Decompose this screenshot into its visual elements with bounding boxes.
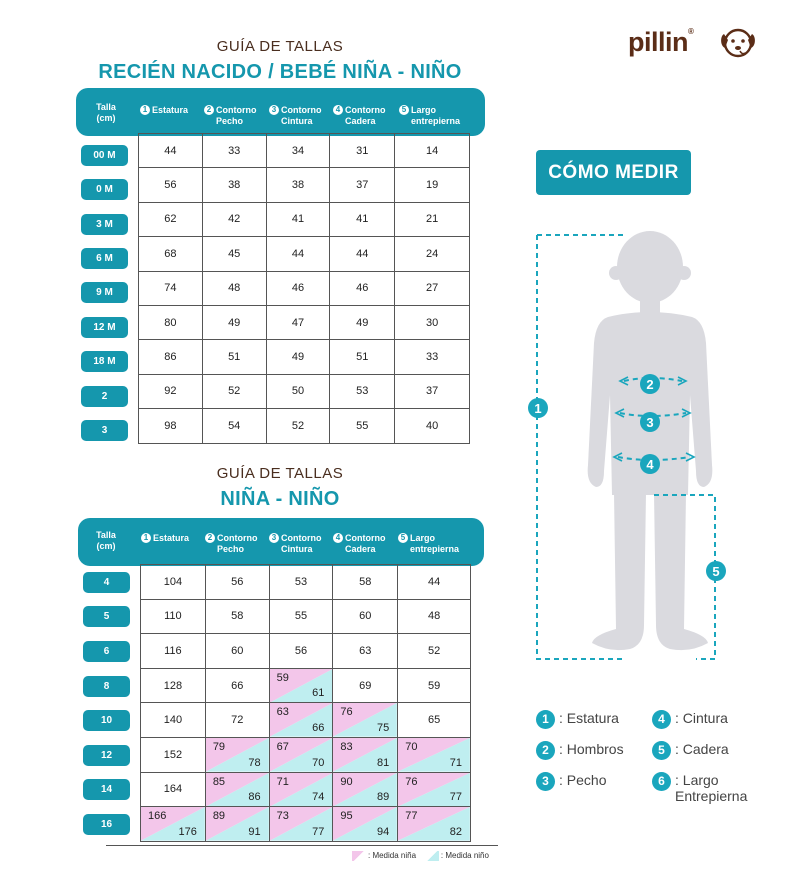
girl-swatch [352,851,366,861]
size-badge: 2 [81,386,128,407]
size-badge: 12 M [81,317,128,338]
table-cell: 69 [333,668,398,703]
num5-icon: 5 [398,533,408,543]
size-badge: 8 [83,676,130,697]
dog-logo-icon [718,26,758,62]
table-cell: 41 [330,202,395,236]
table-cell [333,807,398,842]
table-cell: 48 [202,271,266,305]
talla-header-2: Talla (cm) [96,530,116,551]
table-cell: 74 [139,271,203,305]
col-cintura: Contorno Cintura [281,105,322,126]
key-label: : Pecho [559,772,607,788]
key6-icon: 6 [652,772,671,791]
size-badge: 18 M [81,351,128,372]
girl-value: 77 [405,810,418,823]
table-cell: 53 [330,374,395,408]
table-cell [269,668,333,703]
girl-value: 166 [148,810,167,823]
girl-value: 85 [212,775,226,788]
table-cell: 33 [395,340,470,374]
figure-marker-5: 5 [712,564,720,579]
num4-icon: 4 [333,533,343,543]
boy-value: 74 [312,791,325,804]
table-row [141,737,471,772]
table-cell: 52 [398,634,471,669]
table-cell: 56 [269,634,333,669]
table-cell: 49 [330,305,395,339]
table-row [141,703,471,738]
table-cell: 40 [395,409,470,443]
table-row [139,134,470,168]
table-cell: 65 [398,703,471,738]
key-label: : Estatura [559,710,619,726]
table-cell: 59 [398,668,471,703]
table-row [141,565,471,600]
table-cell: 50 [266,374,330,408]
table-cell [205,772,269,807]
table-cell: 60 [333,599,398,634]
table-cell: 152 [141,737,206,772]
section2-title: NIÑA - NIÑO [220,488,340,510]
section1-title: RECIÉN NACIDO / BEBÉ NIÑA - NIÑO [98,61,462,83]
size-badge: 4 [83,572,130,593]
table-cell: 53 [269,565,333,600]
size-badge: 9 M [81,282,128,303]
table-cell: 44 [266,237,330,271]
table-cell: 98 [139,409,203,443]
table-cell: 46 [330,271,395,305]
key2-icon: 2 [536,741,555,760]
boy-value: 70 [312,756,325,769]
table-row [139,340,470,374]
girl-value: 76 [340,706,353,719]
table-cell: 44 [330,237,395,271]
registered-mark: ® [688,27,694,36]
size-badge: 12 [83,745,130,766]
key-cadera [652,741,729,760]
table-cell: 46 [266,271,330,305]
table-cell: 56 [205,565,269,600]
table-cell [398,737,471,772]
col-cadera: Contorno Cadera [345,533,386,554]
table-cell: 63 [333,634,398,669]
boy-value: 89 [376,791,390,804]
table-cell: 47 [266,305,330,339]
boy-value: 61 [312,687,325,700]
child-figure-illustration [520,225,760,670]
talla-header: Talla (cm) [96,102,116,123]
girl-value: 79 [212,740,226,753]
table-cell [333,703,398,738]
figure-marker-4: 4 [646,457,654,472]
boy-value: 77 [312,825,325,838]
table-cell: 19 [395,168,470,202]
table-cell: 38 [266,168,330,202]
table-cell: 58 [333,565,398,600]
section2-subtitle: GUÍA DE TALLAS [216,465,344,482]
table-cell: 33 [202,134,266,168]
size-badge: 0 M [81,179,128,200]
table-row [141,772,471,807]
size-badge: 14 [83,779,130,800]
table-cell: 51 [202,340,266,374]
table-cell [398,772,471,807]
table-cell: 44 [398,565,471,600]
table-row [139,271,470,305]
table-cell: 55 [330,409,395,443]
size-badge: 5 [83,606,130,627]
table-cell: 110 [141,599,206,634]
col-cadera: Contorno Cadera [345,105,386,126]
key-label: : Cadera [675,741,729,757]
table-cell: 14 [395,134,470,168]
table-cell: 68 [139,237,203,271]
num2-icon: 2 [205,533,215,543]
table-cell [398,807,471,842]
table-cell: 44 [139,134,203,168]
boy-value: 176 [178,825,197,838]
como-medir-title: CÓMO MEDIR [536,150,691,195]
table-cell: 128 [141,668,206,703]
size-badge: 3 M [81,214,128,235]
legend-girl: : Medida niña [368,851,417,861]
girl-value: 71 [276,775,289,788]
key-label: : Largo Entrepierna [675,772,748,804]
key-label: : Cintura [675,710,728,726]
key4-icon: 4 [652,710,671,729]
table-cell: 140 [141,703,206,738]
divider [106,845,498,846]
figure-marker-3: 3 [646,415,654,430]
num3-icon: 3 [269,533,279,543]
table-cell: 41 [266,202,330,236]
size-badge: 6 [83,641,130,662]
boy-value: 86 [248,791,261,804]
num3-icon: 3 [269,105,279,115]
key3-icon: 3 [536,772,555,791]
key-cintura [652,710,728,729]
col-pecho: Contorno Pecho [217,533,258,554]
table-cell: 58 [205,599,269,634]
table-cell: 164 [141,772,206,807]
table-cell: 52 [202,374,266,408]
table-cell: 34 [266,134,330,168]
table-row [139,305,470,339]
table-row [139,237,470,271]
size-badge: 00 M [81,145,128,166]
table-cell: 92 [139,374,203,408]
section2-header [78,518,484,566]
section1-header [76,88,485,136]
table-cell: 49 [266,340,330,374]
key-entrepierna [652,772,772,804]
brand-name: pillin [628,27,688,57]
num1-icon: 1 [140,105,150,115]
table-cell [269,703,333,738]
table-cell [269,807,333,842]
table-row [141,807,471,842]
table-cell: 116 [141,634,206,669]
table-cell [141,807,206,842]
size-badge: 10 [83,710,130,731]
girl-value: 73 [276,810,289,823]
table-cell: 51 [330,340,395,374]
table-cell: 66 [205,668,269,703]
brand-logo [628,27,693,58]
boy-value: 81 [376,756,390,769]
boy-value: 66 [312,721,325,734]
col-entrepierna: Largo entrepierna [411,105,461,126]
section1-subtitle: GUÍA DE TALLAS [216,38,344,55]
table-row [141,668,471,703]
key-estatura [536,710,619,729]
num4-icon: 4 [333,105,343,115]
boy-value: 91 [248,825,261,838]
boy-value: 82 [449,825,462,838]
girl-value: 67 [276,740,289,753]
table-cell: 49 [202,305,266,339]
table-cell: 104 [141,565,206,600]
table-cell: 52 [266,409,330,443]
girl-value: 90 [340,775,353,788]
girl-value: 70 [405,740,418,753]
num1-icon: 1 [141,533,151,543]
key-label: : Hombros [559,741,624,757]
girl-value: 89 [212,810,226,823]
table-cell: 48 [398,599,471,634]
boy-value: 71 [449,756,462,769]
table-cell: 45 [202,237,266,271]
col-estatura: Estatura [153,533,190,543]
size-badge: 6 M [81,248,128,269]
table-row [139,374,470,408]
section2-table [140,564,471,842]
num5-icon: 5 [399,105,409,115]
table-cell: 38 [202,168,266,202]
boy-value: 94 [376,825,390,838]
girl-value: 76 [405,775,418,788]
num2-icon: 2 [204,105,214,115]
key-hombros [536,741,624,760]
section1-table [138,133,470,444]
col-estatura: Estatura [152,105,189,115]
girl-value: 63 [276,706,289,719]
table-cell: 31 [330,134,395,168]
size-badge: 16 [83,814,130,835]
col-entrepierna: Largo entrepierna [410,533,460,554]
table-cell: 37 [330,168,395,202]
table-cell: 24 [395,237,470,271]
table-cell: 55 [269,599,333,634]
table-cell: 21 [395,202,470,236]
boy-swatch [425,851,439,861]
boy-value: 77 [449,791,462,804]
table-cell [269,772,333,807]
table-cell: 60 [205,634,269,669]
figure-marker-1: 1 [534,401,542,416]
girl-value: 95 [340,810,353,823]
table-cell [205,737,269,772]
key-pecho [536,772,606,791]
col-cintura: Contorno Cintura [281,533,322,554]
figure-marker-2: 2 [646,377,654,392]
boy-value: 75 [376,721,390,734]
table-cell [333,772,398,807]
table-cell: 54 [202,409,266,443]
table-cell [205,807,269,842]
key1-icon: 1 [536,710,555,729]
key5-icon: 5 [652,741,671,760]
col-pecho: Contorno Pecho [216,105,257,126]
boy-value: 78 [248,756,261,769]
size-badge: 3 [81,420,128,441]
table-row [141,599,471,634]
table-cell: 62 [139,202,203,236]
table-cell: 86 [139,340,203,374]
legend [352,851,489,861]
table-row [139,202,470,236]
table-cell [269,737,333,772]
table-cell: 72 [205,703,269,738]
table-row [139,168,470,202]
table-cell: 80 [139,305,203,339]
girl-value: 83 [340,740,353,753]
table-cell: 27 [395,271,470,305]
table-cell: 37 [395,374,470,408]
girl-value: 59 [276,671,289,684]
table-cell: 30 [395,305,470,339]
table-cell [333,737,398,772]
table-row [139,409,470,443]
legend-boy: : Medida niño [440,851,489,861]
table-cell: 42 [202,202,266,236]
table-row [141,634,471,669]
table-cell: 56 [139,168,203,202]
